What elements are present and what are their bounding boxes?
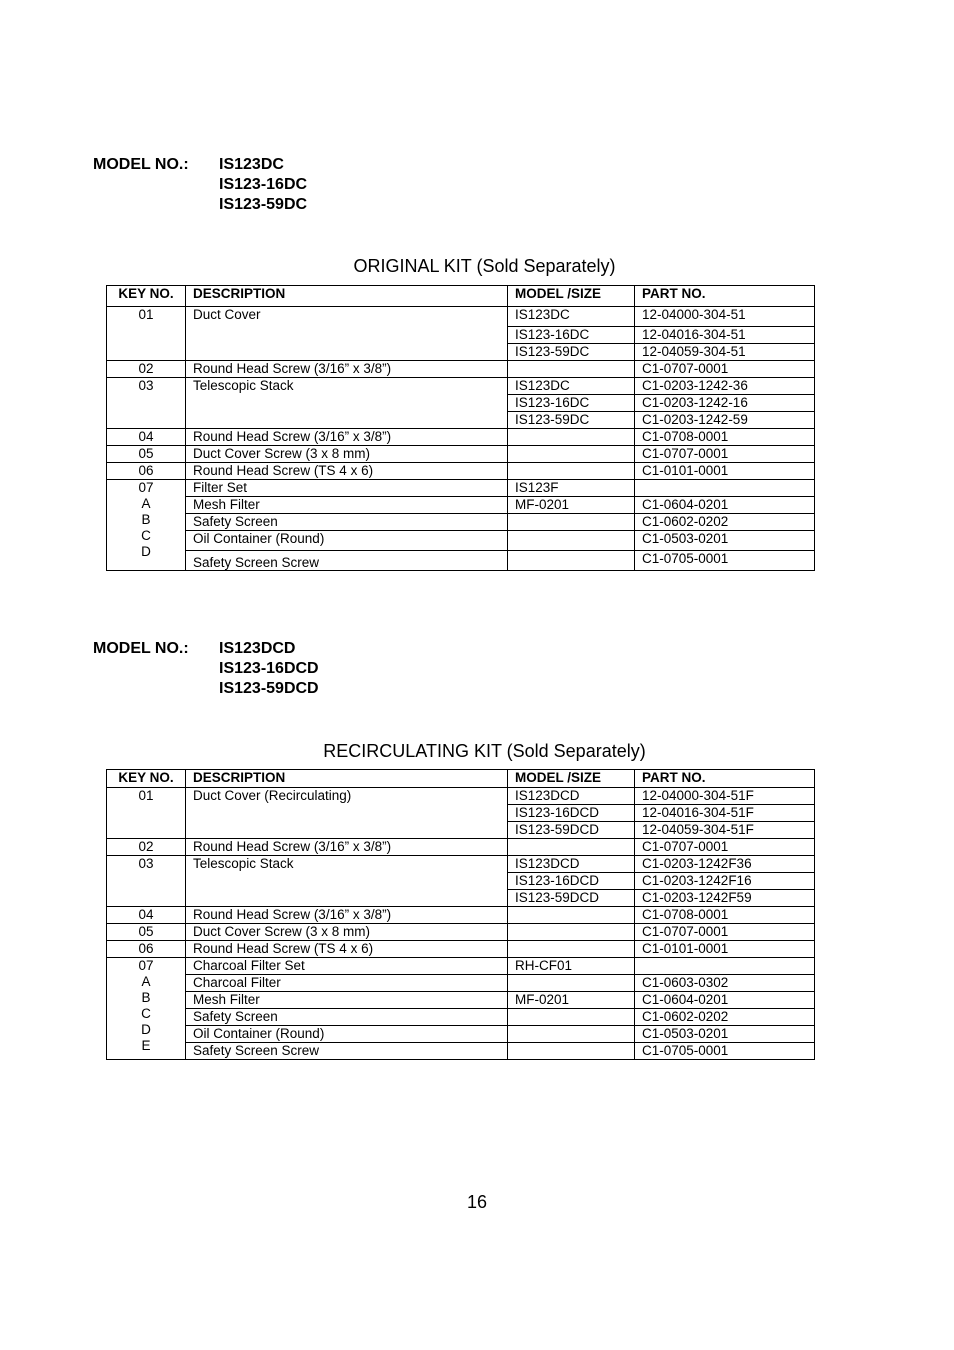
parts-table-recirculating-kit xyxy=(106,769,815,1060)
description-cell: Mesh Filter xyxy=(186,497,508,514)
key-label: 07 xyxy=(138,480,154,495)
part-cell: C1-0101-0001 xyxy=(635,941,815,958)
model-cell: IS123-59DCD xyxy=(508,890,635,907)
part-cell: 12-04016-304-51F xyxy=(635,805,815,822)
key-label: A xyxy=(141,974,151,989)
description-cell: Mesh Filter xyxy=(186,992,508,1009)
description-cell: Telescopic Stack xyxy=(186,378,508,429)
part-cell: 12-04000-304-51 xyxy=(635,307,815,327)
part-cell xyxy=(635,480,815,497)
model-cell: IS123-59DC xyxy=(508,412,635,429)
key-label: B xyxy=(141,512,151,527)
part-cell: C1-0203-1242-16 xyxy=(635,395,815,412)
key-cell: 05 xyxy=(107,924,186,941)
table-row xyxy=(107,497,815,514)
part-cell: C1-0705-0001 xyxy=(635,551,815,571)
description-cell: Round Head Screw (TS 4 x 6) xyxy=(186,463,508,480)
model-cell: IS123-16DC xyxy=(508,327,635,344)
model-cell xyxy=(508,361,635,378)
model-cell xyxy=(508,839,635,856)
description-cell: Duct Cover (Recirculating) xyxy=(186,788,508,839)
part-cell: C1-0203-1242-59 xyxy=(635,412,815,429)
table-row xyxy=(107,975,815,992)
description-cell: Telescopic Stack xyxy=(186,856,508,907)
part-cell: C1-0708-0001 xyxy=(635,429,815,446)
key-label: C xyxy=(141,528,151,543)
model-cell xyxy=(508,941,635,958)
description-cell: Safety Screen xyxy=(186,1009,508,1026)
table-row xyxy=(107,531,815,551)
key-label: C xyxy=(141,1006,151,1021)
model-cell xyxy=(508,463,635,480)
model-cell: IS123-59DCD xyxy=(508,822,635,839)
table-row xyxy=(107,551,815,571)
key-cell: 03 xyxy=(107,378,186,429)
description-cell: Oil Container (Round) xyxy=(186,1026,508,1043)
model-cell: RH-CF01 xyxy=(508,958,635,975)
model-cell xyxy=(508,924,635,941)
description-cell: Duct Cover Screw (3 x 8 mm) xyxy=(186,446,508,463)
key-label: B xyxy=(141,990,151,1005)
part-cell: C1-0203-1242F59 xyxy=(635,890,815,907)
model-cell: IS123DCD xyxy=(508,788,635,805)
key-cell: 02 xyxy=(107,839,186,856)
column-header: KEY NO. xyxy=(107,286,186,307)
table-row xyxy=(107,958,815,975)
model-cell: IS123-16DCD xyxy=(508,805,635,822)
model-cell xyxy=(508,446,635,463)
description-cell: Safety Screen Screw xyxy=(186,1043,508,1060)
part-cell: C1-0707-0001 xyxy=(635,446,815,463)
parts-table-original-kit xyxy=(106,285,815,571)
model-number: IS123DCD xyxy=(219,640,296,657)
column-header: MODEL /SIZE xyxy=(508,770,635,788)
key-label: E xyxy=(141,1038,151,1053)
model-cell: IS123-16DC xyxy=(508,395,635,412)
column-header: PART NO. xyxy=(635,770,815,788)
key-cell: 06 xyxy=(107,941,186,958)
key-cell-group xyxy=(107,480,186,571)
key-label: D xyxy=(141,544,151,559)
model-cell: MF-0201 xyxy=(508,497,635,514)
model-cell xyxy=(508,1026,635,1043)
part-cell: C1-0203-1242F36 xyxy=(635,856,815,873)
column-header: DESCRIPTION xyxy=(186,770,508,788)
column-header: MODEL /SIZE xyxy=(508,286,635,307)
part-cell: C1-0708-0001 xyxy=(635,907,815,924)
table-row xyxy=(107,361,815,378)
part-cell: C1-0604-0201 xyxy=(635,497,815,514)
part-cell: 12-04016-304-51 xyxy=(635,327,815,344)
column-header: KEY NO. xyxy=(107,770,186,788)
part-cell xyxy=(635,958,815,975)
model-number: IS123-59DC xyxy=(219,196,308,213)
description-cell: Round Head Screw (3/16” x 3/8”) xyxy=(186,429,508,446)
model-cell: IS123F xyxy=(508,480,635,497)
description-cell: Oil Container (Round) xyxy=(186,531,508,551)
model-number: IS123-16DC xyxy=(219,176,308,193)
table-row xyxy=(107,856,815,873)
key-label: 07 xyxy=(138,958,154,973)
table-row xyxy=(107,941,815,958)
model-cell xyxy=(508,429,635,446)
model-number-label: MODEL NO.: xyxy=(93,640,189,657)
part-cell: C1-0707-0001 xyxy=(635,361,815,378)
key-cell-group xyxy=(107,958,186,1060)
description-cell: Round Head Screw (3/16” x 3/8”) xyxy=(186,839,508,856)
description-cell: Charcoal Filter xyxy=(186,975,508,992)
model-cell xyxy=(508,1009,635,1026)
model-cell: IS123-16DCD xyxy=(508,873,635,890)
model-cell: IS123DC xyxy=(508,307,635,327)
model-number: IS123-59DCD xyxy=(219,680,319,697)
table-row xyxy=(107,378,815,395)
description-cell: Safety Screen Screw xyxy=(186,551,508,571)
model-cell xyxy=(508,1043,635,1060)
key-cell: 04 xyxy=(107,429,186,446)
part-cell: C1-0503-0201 xyxy=(635,1026,815,1043)
table-row xyxy=(107,1009,815,1026)
column-header: PART NO. xyxy=(635,286,815,307)
table-row xyxy=(107,1043,815,1060)
model-number: IS123-16DCD xyxy=(219,660,319,677)
model-cell xyxy=(508,907,635,924)
model-cell xyxy=(508,551,635,571)
description-cell: Duct Cover Screw (3 x 8 mm) xyxy=(186,924,508,941)
key-cell: 03 xyxy=(107,856,186,907)
model-cell: IS123-59DC xyxy=(508,344,635,361)
part-cell: C1-0602-0202 xyxy=(635,514,815,531)
kit-title: ORIGINAL KIT (Sold Separately) xyxy=(353,256,616,276)
table-row xyxy=(107,1026,815,1043)
key-cell: 01 xyxy=(107,307,186,361)
part-cell: C1-0503-0201 xyxy=(635,531,815,551)
part-cell: C1-0705-0001 xyxy=(635,1043,815,1060)
part-cell: C1-0203-1242-36 xyxy=(635,378,815,395)
table-header-row xyxy=(107,770,815,788)
table-row xyxy=(107,839,815,856)
part-cell: C1-0707-0001 xyxy=(635,924,815,941)
part-cell: C1-0101-0001 xyxy=(635,463,815,480)
part-cell: 12-04059-304-51F xyxy=(635,822,815,839)
model-number-label: MODEL NO.: xyxy=(93,156,189,173)
key-cell: 02 xyxy=(107,361,186,378)
table-row xyxy=(107,992,815,1009)
table-row xyxy=(107,480,815,497)
part-cell: C1-0603-0302 xyxy=(635,975,815,992)
model-number: IS123DC xyxy=(219,156,284,173)
table-row xyxy=(107,429,815,446)
table-row xyxy=(107,463,815,480)
column-header: DESCRIPTION xyxy=(186,286,508,307)
part-cell: C1-0203-1242F16 xyxy=(635,873,815,890)
table-row xyxy=(107,907,815,924)
table-row xyxy=(107,924,815,941)
page-number: 16 xyxy=(466,1192,488,1212)
model-cell: IS123DCD xyxy=(508,856,635,873)
model-cell: MF-0201 xyxy=(508,992,635,1009)
model-cell: IS123DC xyxy=(508,378,635,395)
table-header-row xyxy=(107,286,815,307)
table-row xyxy=(107,446,815,463)
part-cell: 12-04000-304-51F xyxy=(635,788,815,805)
model-cell xyxy=(508,514,635,531)
kit-title: RECIRCULATING KIT (Sold Separately) xyxy=(323,741,646,761)
key-cell: 04 xyxy=(107,907,186,924)
table-row xyxy=(107,307,815,327)
description-cell: Charcoal Filter Set xyxy=(186,958,508,975)
model-cell xyxy=(508,531,635,551)
part-cell: C1-0707-0001 xyxy=(635,839,815,856)
key-cell: 05 xyxy=(107,446,186,463)
description-cell: Safety Screen xyxy=(186,514,508,531)
description-cell: Round Head Screw (3/16” x 3/8”) xyxy=(186,907,508,924)
key-label: A xyxy=(141,496,151,511)
description-cell: Round Head Screw (3/16” x 3/8”) xyxy=(186,361,508,378)
model-cell xyxy=(508,975,635,992)
part-cell: C1-0604-0201 xyxy=(635,992,815,1009)
description-cell: Round Head Screw (TS 4 x 6) xyxy=(186,941,508,958)
part-cell: C1-0602-0202 xyxy=(635,1009,815,1026)
table-row xyxy=(107,788,815,805)
key-cell: 01 xyxy=(107,788,186,839)
key-label: D xyxy=(141,1022,151,1037)
key-cell: 06 xyxy=(107,463,186,480)
table-row xyxy=(107,514,815,531)
part-cell: 12-04059-304-51 xyxy=(635,344,815,361)
description-cell: Filter Set xyxy=(186,480,508,497)
description-cell: Duct Cover xyxy=(186,307,508,361)
